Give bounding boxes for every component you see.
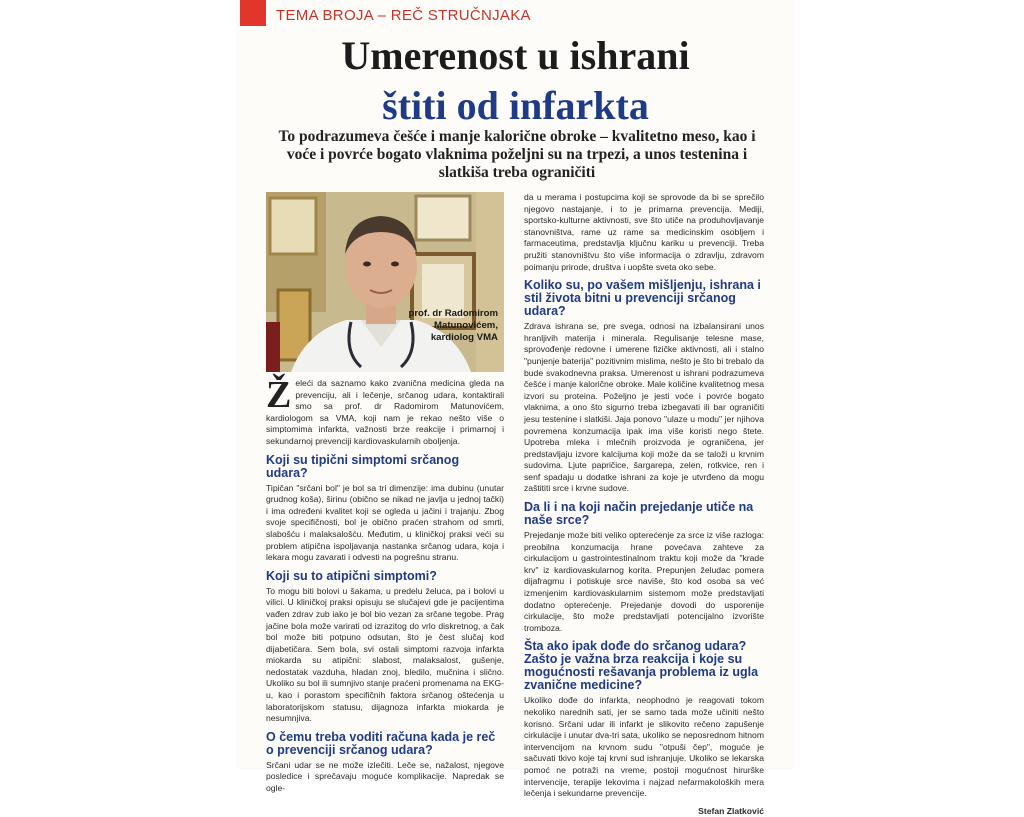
right-column (524, 192, 764, 817)
intro-text: eleći da saznamo kako zvanična medicina gleda na prevenciju, ali i lečenje, srčanog udara, kontaktirali smo sa prof. dr Radomirom Matunovićem, kardiologom sa VMA, koji nam je rekao nešto više o simptomima infarkta, važnosti brze reakcije i primarnoj i sekundarnoj prevenciji kardiovaskularnih oboljenja. (266, 378, 504, 446)
section-marker (240, 0, 266, 26)
question-prevention: O čemu treba voditi računa kada je reč o prevenciji srčanog udara? (266, 729, 496, 757)
lead-paragraph: To podrazumeva češće i manje kalorične obroke – kvalitetno meso, kao i voće i povrće bogato vlaknima poželjni su na trpezi, a unos testenina i slatkiša treba ograničiti (278, 128, 756, 181)
left-column (266, 374, 504, 801)
headline-line-2: štiti od infarkta (382, 83, 649, 128)
answer-prevention-start: Srčani udar se ne može izlečiti. Leče se, nažalost, njegove posledice i sprečavaju moguće komplikacije. Napredak se ogle- (266, 759, 504, 794)
caption-line-1: prof. dr Radomirom (408, 308, 498, 319)
answer-overeating: Prejedanje može biti veliko opterećenje za srce iz više razloga: preobilna konzumacija hrane povećava zahteve za cirkulacijom u gastrointestinalnom traktu koji može da "krade krv" iz kardiovaskularnog korita. Prepunjen želudac pomera dijafragmu i potiskuje srce naviše, što kod osoba sa već izmenjenim kardiovaskularnim sistemom može predstavljati dodatno opterećenje. Prejedanje dovodi do usporenije cirkulacije, što može predstavljati potencijalno izvorište tromboza. (524, 530, 764, 633)
answer-typical-symptoms: Tipičan "srčani bol" je bol sa tri dimenzije: ima dubinu (unutar grudnog koša), širinu (obično se nikad ne javlja u jednoj tački) i ima određeni kvalitet koji se ogleda u jačini i trajanju. Zbog svoje specifičnosti, bol je obično praćen strahom od smrti, slabošću i malaksalošću. Međutim, u kliničkoj praksi veći su problem atipična ispoljavanja nastanka srčanog udara, koja i lekara mogu zavarati i odvesti na pogrešnu stranu. (266, 482, 504, 563)
intro-paragraph (266, 374, 504, 448)
answer-heart-attack-reaction: Ukoliko dođe do infarkta, neophodno je reagovati tokom nekoliko narednih sati, jer se samo tada može učiniti nešto korisno. Srčani udar ili infarkt je slikovito rečeno zapušenje cirkulacije i unutar dva-tri sata, ukoliko se neposrednom hitnom intervencijom na krvnom sudu "otpuši čep", moguće je sačuvati tkivo koje taj krvni sud ishranjuje. Ukoliko se lekarska pomoć ne potraži na vreme, postoji mogućnost hirurške intervencije, terapije lekovima i najzad nefarmakoloških mera lečenja i sekundarne prevencije. (524, 695, 764, 799)
caption-line-3: kardiolog VMA (430, 332, 498, 343)
doctor-photo (266, 192, 504, 372)
drop-cap: Ž (266, 374, 292, 416)
headline-line-1: Umerenost u ishrani (341, 33, 690, 78)
answer-prevention-continued: da u merama i postupcima koji se sprovode da bi se sprečilo njegovo nastajanje, i to je primarna prevencija. Mediji, sportsko-kulturne aktivnosti, sve što utiče na produhovljavanje stanovništva, rame uz rame sa medicinskim osobljem i farmaceutima, predstavlja ključnu kariku u prevenciji. Treba pružiti stanovništvu što više informacija o zdravlju, zdravom poimanju prirode, društva i uopšte sveta oko sebe. (524, 192, 764, 272)
answer-atypical-symptoms: To mogu biti bolovi u šakama, u predelu želuca, pa i bolovi u vilici. U kliničkoj praksi opisuju se slučajevi gde je pacijentima vađen zdrav zub iako je bol bio vezan za srčane tegobe. Prag jačine bola može varirati od izrazitog do vrlo diskretnog, a čak bol može biti potpuno odsutan, što je čest slučaj kod dijabetičara. Sem bola, svi ostali simptomi razvoja infarkta miokarda su atipični: slabost, malaksalost, gušenje, nedostatak vazduha, hladan znoj, bledilo, mučnina i slično. Ukoliko su bol ili sumnjivo stanje praćeni promenama na EKG-u, kao i porastom specifičnih faktora srčanog oštećenja u laboratorijskom statusu, dijagnoza infarkta miokarda je nesumnjiva. (266, 585, 504, 724)
doctor-photo-illustration (266, 192, 504, 372)
question-overeating: Da li i na koji način prejedanje utiče na naše srce? (524, 500, 754, 528)
question-atypical-symptoms: Koji su to atipični simptomi? (266, 568, 437, 583)
answer-diet-lifestyle: Zdrava ishrana se, pre svega, odnosi na izbalansirani unos hranljivih materija i minerala. Regulisanje telesne mase, sprovođenje redovne i umerene fizičke aktivnosti, ali i stalno "punjenje baterija" pozitivnim mislima, nešto je što bi trebalo da bude svakodnevna praksa. Umerenost u ishrani podrazumeva češće i manje kalorične obroke. Male količine kvalitetnog mesa izvori su proteina. Poželjno je jesti voće i povrće bogato vlaknima, a ono što sigurno treba izbegavati ili bar ograničiti jesu testenine i slatkiši. Jaja ponovo "ulaze u modu" jer njihova povremena konzumacija ipak ima više koristi nego štete. Upotreba mleka i mlečnih proizvoda je ograničena, jer predstavljaju izvore kalcijuma koji može da se taloži u krvnim sudovima. Ljute papričice, šargarepa, zelen, rotkvice, ren i senf spadaju u dodatke ishrani za koje je utvrđeno da mogu zaštititi srce i krvne sudove. (524, 321, 764, 494)
question-diet-lifestyle: Koliko su, po vašem mišljenju, ishrana i stil života bitni u prevenciji srčanog udara? (524, 278, 761, 319)
question-heart-attack-reaction: Šta ako ipak dođe do srčanog udara? Zašto je važna brza reakcija i koje su mogućnosti rešavanja problema iz ugla zvanične medicine? (524, 639, 759, 693)
caption-line-2: Matunovićem, (434, 320, 498, 331)
photo-caption (398, 308, 498, 344)
section-kicker: TEMA BROJA – REČ STRUČNJAKA (276, 7, 531, 24)
author-signature: Stefan Zlatković (698, 805, 764, 816)
question-typical-symptoms: Koji su tipični simptomi srčanog udara? (266, 452, 460, 480)
